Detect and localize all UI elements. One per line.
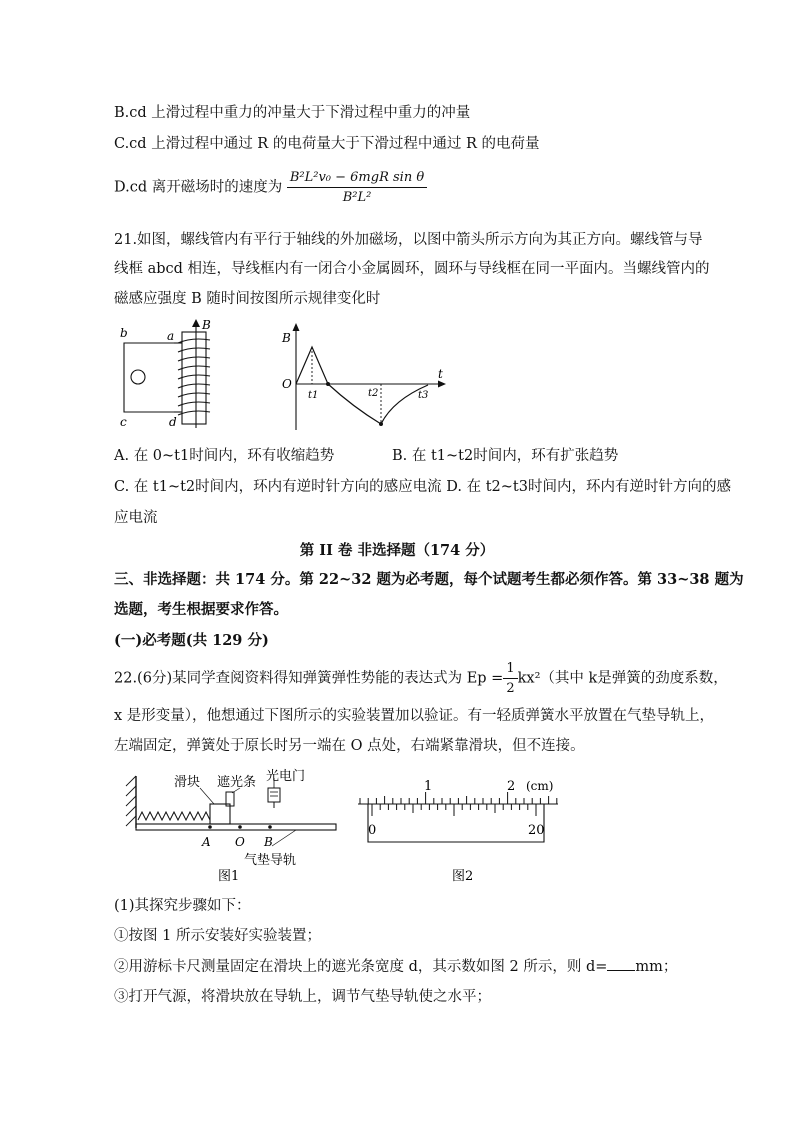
q22-figure1 [122, 768, 344, 886]
q22-line1-suffix: kx²（其中 k是弹簧的劲度系数， [517, 670, 728, 687]
fig1-slider-label: 滑块 [174, 775, 201, 790]
q22-line1-prefix: 22.(6分)某同学查阅资料得知弹簧弹性势能的表达式为 Ep = [114, 670, 504, 687]
q22-line3: 左端固定，弹簧处于原长时另一端在 O 点处，右端紧靠滑块，但不连接。 [114, 738, 585, 754]
graph-label-t: t [438, 367, 443, 381]
q22-frac-den: 2 [506, 681, 515, 696]
fig2-main-2: 2 [507, 779, 516, 794]
fig2-vernier-20: 20 [528, 823, 545, 838]
q21-option-a: A. 在 0~t1时间内，环有收缩趋势 [114, 448, 335, 464]
q21-line3: 磁感应强度 B 随时间按图所示规律变化时 [114, 291, 381, 307]
fig1-shade-label: 遮光条 [217, 775, 257, 790]
required-title: (一)必考题(共 129 分) [114, 632, 269, 649]
q22-frac-num: 1 [503, 661, 517, 679]
section-2-title: 第 II 卷 非选择题（174 分） [299, 542, 495, 559]
option-d-denominator: B²L² [342, 190, 372, 205]
fig2-unit: (cm) [526, 779, 554, 793]
answer-blank-d[interactable] [607, 956, 635, 971]
graph-label-t3: t3 [418, 390, 429, 401]
option-d-numerator: B²L²v₀ − 6mgR sin θ [287, 170, 427, 188]
graph-label-t1: t1 [308, 390, 319, 401]
label-a: a [167, 329, 175, 343]
q22-step3: ③打开气源，将滑块放在导轨上，调节气垫导轨使之水平； [114, 989, 491, 1005]
q21-line2: 线框 abcd 相连，导线框内有一闭合小金属圆环，圆环与导线框在同一平面内。当螺线管内的 [114, 261, 710, 277]
part3-line1: 三、非选择题：共 174 分。第 22~32 题为必考题，每个试题考生都必须作答。第 33~38 题为 [114, 571, 744, 588]
option-c-text: C.cd 上滑过程中通过 R 的电荷量大于下滑过程中通过 R 的电荷量 [114, 136, 540, 152]
metal-ring [131, 370, 145, 384]
part3-line2: 选题，考生根据要求作答。 [114, 601, 288, 618]
fig1-point-A: A [202, 835, 211, 849]
label-B: B [202, 318, 211, 332]
q21-bt-graph [278, 322, 450, 434]
graph-label-O: O [282, 377, 292, 391]
q22-fraction [503, 661, 517, 696]
fig2-main-1: 1 [424, 779, 433, 794]
fig1-rail-label: 气垫导轨 [244, 853, 297, 868]
q21-option-b: B. 在 t1~t2时间内，环有扩张趋势 [392, 448, 619, 464]
fig1-point-O: O [235, 835, 245, 849]
fig2-vernier-0: 0 [368, 823, 377, 838]
q21-option-c-cont: 应电流 [114, 510, 158, 526]
option-d-prefix: D.cd 离开磁场时的速度为 [114, 179, 283, 196]
option-d [114, 170, 427, 205]
fig2-caption: 图2 [452, 869, 474, 884]
label-b: b [120, 326, 128, 340]
label-d: d [169, 415, 177, 429]
fig1-caption: 图1 [218, 869, 240, 884]
q22-step2-suffix: mm； [635, 959, 678, 975]
q22-step2-prefix: ②用游标卡尺测量固定在滑块上的遮光条宽度 d，其示数如图 2 所示，则 d= [114, 959, 608, 975]
option-d-fraction [287, 170, 427, 205]
q22-line2: x 是形变量），他想通过下图所示的实验装置加以验证。有一轻质弹簧水平放置在气垫导轨上， [114, 708, 715, 724]
q22-step1: ①按图 1 所示安装好实验装置； [114, 928, 321, 944]
q22-line1 [114, 661, 728, 696]
option-b-text: B.cd 上滑过程中重力的冲量大于下滑过程中重力的冲量 [114, 105, 471, 121]
q22-steps-title: (1)其探究步骤如下： [114, 898, 251, 914]
q21-line1: 21.如图，螺线管内有平行于轴线的外加磁场，以图中箭头所示方向为其正方向。螺线管与导 [114, 232, 703, 248]
q22-step2 [114, 956, 677, 977]
fig1-point-B: B [264, 835, 273, 849]
graph-label-t2: t2 [368, 388, 379, 399]
q21-option-c: C. 在 t1~t2时间内，环内有逆时针方向的感应电流 D. 在 t2~t3时间内，环内有逆时针方向的感 [114, 479, 731, 495]
q21-solenoid-figure [112, 318, 232, 430]
fig1-gate-label: 光电门 [266, 769, 306, 784]
q22-figure2 [352, 770, 562, 886]
label-c: c [120, 415, 127, 429]
graph-label-B: B [282, 331, 291, 345]
